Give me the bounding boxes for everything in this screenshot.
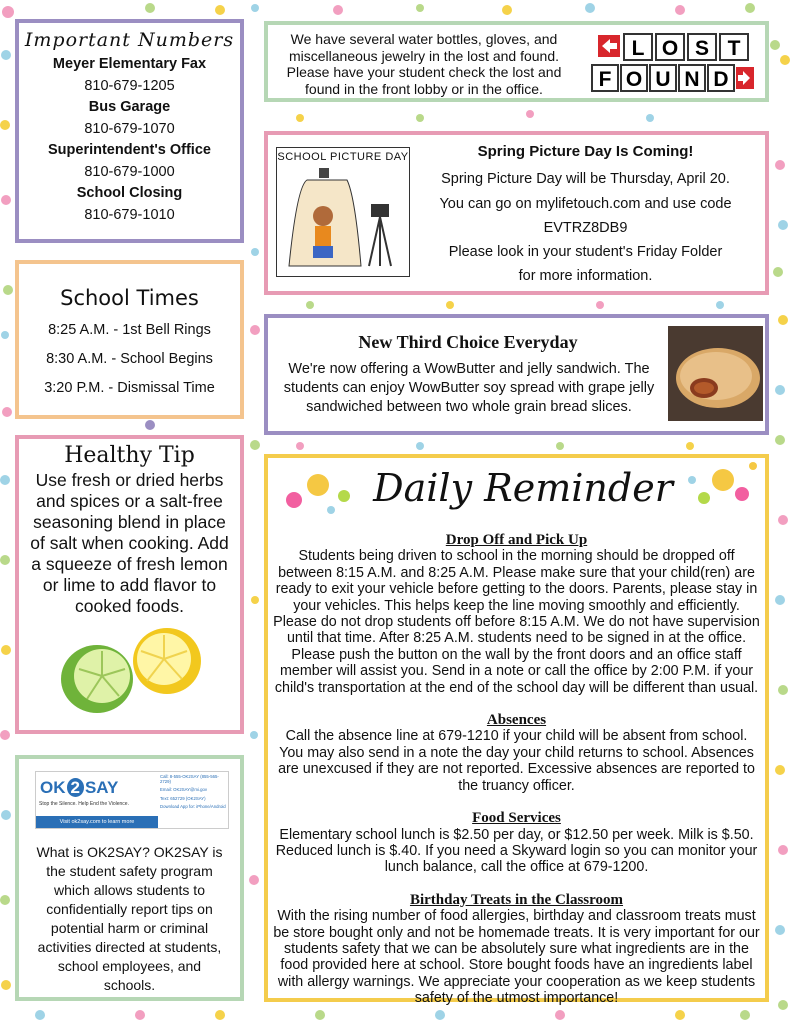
- section-body: Students being driven to school in the morning should be dropped off between 8:15 A.M. and 8:25 A.M. Please make sure that your child(ren) are ready to exit your vehicle before getting to the doors. Parents, please stay in your vehicles. This helps keep the line moving smoothly and efficiently. Please do not drop students off before 8:15 A.M. We do not have supervision until that time. After 8:25 A.M. students need to be signed in at the office. Please push the button on the wall by the front doors and an office staff member will assist you. Send in a note or call the office by 2:00 P.M. if your child's transportation at the end of the school day will be different than usual.: [273, 548, 760, 696]
- time-row: 8:25 A.M. - 1st Bell Rings: [48, 322, 211, 338]
- ok2say-contacts: [160, 774, 228, 809]
- time-row: 3:20 P.M. - Dismissal Time: [44, 380, 215, 396]
- entry-number: 810-679-1000: [84, 164, 175, 180]
- healthy-tip-title: Healthy Tip: [64, 443, 195, 468]
- third-choice-box: [264, 314, 769, 435]
- healthy-tip-box: [15, 435, 244, 734]
- lost-letter: L: [631, 37, 645, 60]
- lost-letter: T: [727, 37, 741, 60]
- third-choice-body: We're now offering a WowButter and jelly sandwich. The students can enjoy WowButter soy spread with grape jelly sandwiched between two whole grain bread slices.: [283, 361, 655, 415]
- important-entry: [23, 56, 236, 94]
- logo-say-text: SAY: [84, 778, 119, 797]
- important-entry: [23, 185, 236, 223]
- ok2say-logo: [40, 778, 118, 798]
- time-row: 8:30 A.M. - School Begins: [46, 351, 213, 367]
- important-entry: [23, 99, 236, 137]
- entry-label: Meyer Elementary Fax: [52, 56, 207, 72]
- ok2say-banner: [35, 771, 229, 829]
- section-heading: Birthday Treats in the Classroom: [409, 891, 624, 908]
- lost-found-sign: [590, 31, 755, 95]
- contact-line: Text: 652729 (OK2SAY): [160, 795, 206, 801]
- section-heading: Food Services: [472, 810, 561, 827]
- lost-letter: O: [661, 37, 679, 60]
- found-letter: D: [713, 68, 729, 91]
- contact-line: Email: OK2SAY@mi.gov: [160, 787, 208, 793]
- found-letter: U: [655, 68, 671, 91]
- school-times-title: School Times: [60, 286, 199, 310]
- picture-day-line: Spring Picture Day will be Thursday, April 20.: [441, 171, 730, 187]
- picture-day-code: EVTRZ8DB9: [543, 220, 628, 236]
- picture-day-line: Please look in your student's Friday Folder: [448, 244, 723, 260]
- section-body: With the rising number of food allergies, birthday and classroom treats must be store bought only and not be homemade treats. It is very important for our students safety that we can be absolutely sure what ingredients are in the food provided here at school. Store bought foods have an ingredients label with allergy warnings. We appreciate your cooperation as we keep students safety of the utmost importance!: [273, 908, 760, 1007]
- lost-letter: S: [694, 37, 710, 60]
- found-letter: N: [684, 68, 700, 91]
- third-choice-title: New Third Choice Everyday: [358, 332, 578, 352]
- logo-ok-text: OK: [40, 778, 66, 797]
- important-entry: [23, 142, 236, 180]
- entry-label: Bus Garage: [88, 99, 171, 115]
- section-heading: Drop Off and Pick Up: [445, 532, 588, 548]
- section-body: Elementary school lunch is $2.50 per day, or $12.50 per week. Milk is $.50. Reduced lunch is $.40. If you need a Skyward login so you can monitor your lunch balance, call the office at 679-1200.: [275, 826, 758, 876]
- ok2say-tagline: Stop the Silence. Help End the Violence.: [39, 801, 129, 807]
- picture-day-illustration: [276, 147, 410, 277]
- entry-number: 810-679-1205: [84, 78, 175, 94]
- logo-two-text: 2: [67, 778, 84, 797]
- picture-day-box: [264, 131, 769, 295]
- ok2say-link[interactable]: Visit ok2say.com to learn more: [36, 816, 158, 828]
- entry-label: School Closing: [76, 185, 183, 201]
- lost-and-found-box: [264, 21, 769, 102]
- found-letter: F: [598, 68, 612, 91]
- picture-day-line: You can go on mylifetouch.com and use code: [439, 196, 732, 212]
- lime-lemon-illustration: [47, 621, 217, 716]
- daily-reminder-title: Daily Reminder: [373, 466, 673, 510]
- contact-line: Call: 8-555-OK2SAY (855-565-2729): [160, 774, 219, 785]
- section-heading: Absences: [486, 712, 547, 729]
- healthy-tip-body: Use fresh or dried herbs and spices or a salt-free seasoning blend in place of salt when cooking. Add a squeeze of fresh lemon or lime to add flavor to cooked foods.: [30, 470, 229, 616]
- important-numbers-title: Important Numbers: [24, 29, 235, 51]
- section-body: Call the absence line at 679-1210 if your child will be absent from school. You may also send in a note the day your child returns to school. Absences are unexcused if they are not reported. Excessive absences are reported to the truancy officer.: [278, 728, 755, 794]
- daily-reminder-box: [264, 454, 769, 1007]
- daily-reminder-content: [272, 532, 761, 1007]
- found-letter: O: [625, 68, 643, 91]
- entry-number: 810-679-1010: [84, 207, 175, 223]
- school-times-box: [15, 260, 244, 419]
- lost-found-body: We have several water bottles, gloves, and miscellaneous jewelry in the lost and found. Please have your student check the lost and found in the front lobby or in the office.: [286, 31, 562, 97]
- ok2say-box: [15, 755, 244, 1001]
- important-numbers-box: [15, 19, 244, 243]
- sandwich-image: [668, 326, 763, 421]
- ok2say-body: What is OK2SAY? OK2SAY is the student safety program which allows students to confidentially report tips on potential harm or criminal activities directed at students, school employees, and schools.: [36, 844, 223, 993]
- contact-line: Download App for: iPhone/Android: [160, 803, 226, 809]
- entry-label: Superintendent's Office: [48, 142, 211, 158]
- photographer-scene-icon: [277, 166, 409, 274]
- picture-day-title: Spring Picture Day Is Coming!: [477, 143, 694, 160]
- picture-day-caption: SCHOOL PICTURE DAY: [277, 151, 409, 163]
- entry-number: 810-679-1070: [84, 121, 175, 137]
- picture-day-line: for more information.: [518, 268, 653, 284]
